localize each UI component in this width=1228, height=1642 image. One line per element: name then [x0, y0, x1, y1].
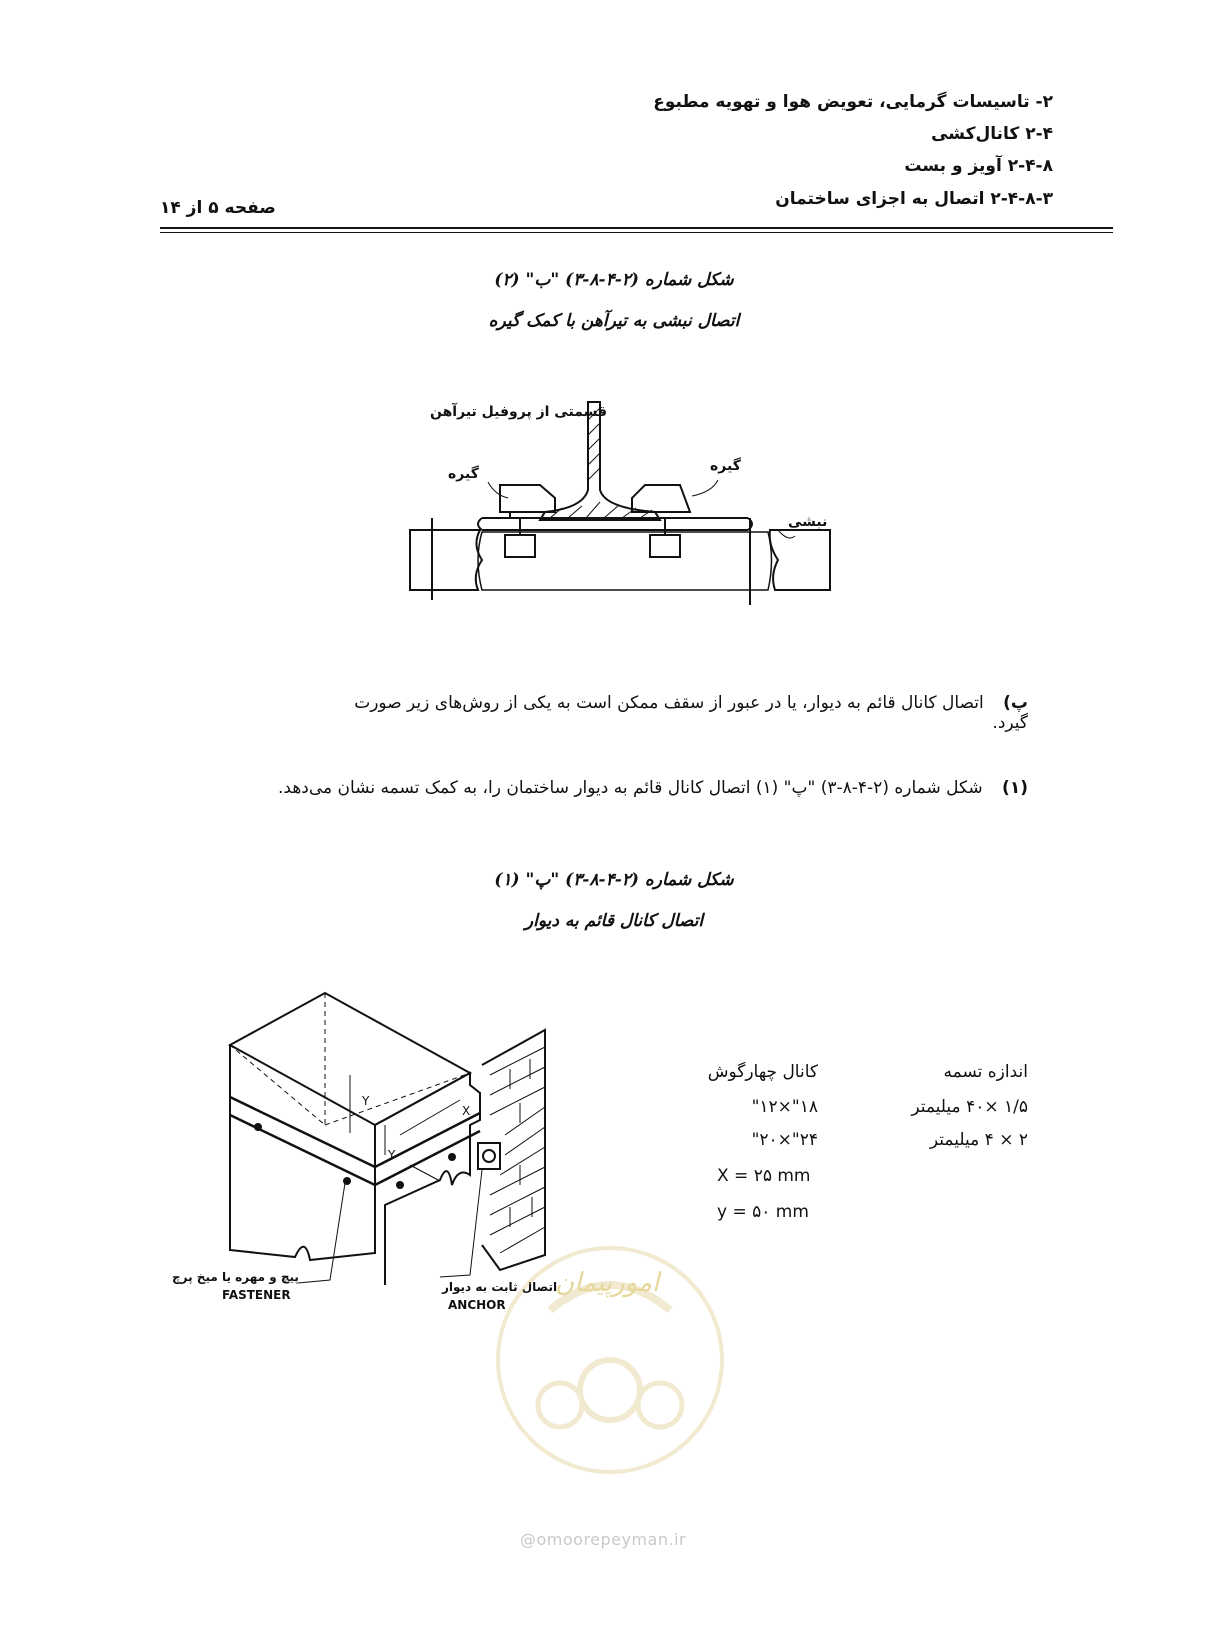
dim-y-lower: Y — [388, 1148, 396, 1162]
label-beam-profile: قسمتی از پروفیل تیرآهن — [430, 404, 607, 420]
label-anchor-fa: اتصال ثابت به دیوار — [442, 1280, 558, 1294]
bolt-right — [650, 535, 680, 557]
figure1-caption: اتصال نبشی به تیرآهن با کمک گیره — [488, 311, 740, 331]
table-header-strap: اندازه تسمه — [943, 1062, 1028, 1082]
paragraph-1-text: شکل شماره (۲-۴-۸-۳) "پ" (۱) اتصال کانال قائم به دیوار ساختمان را، به کمک تسمه نشان می‌دهد. — [278, 778, 983, 798]
label-angle: نبشی — [788, 514, 828, 530]
label-clamp-left: گیره — [448, 466, 479, 482]
table-row1-strap: ۱/۵ ×۴۰ میلیمتر — [911, 1097, 1028, 1117]
bolt-left — [505, 535, 535, 557]
table-y-value: y = ۵۰ mm — [717, 1202, 809, 1222]
table-header-duct: کانال چهارگوش — [707, 1062, 818, 1082]
table-x-value: X = ۲۵ mm — [717, 1166, 811, 1186]
dim-y-upper: Y — [362, 1094, 370, 1108]
figure2-caption: اتصال کانال قائم به دیوار — [524, 911, 704, 931]
header-subsubsection-title: ۲-۴-۸ آویز و بست — [904, 156, 1053, 176]
watermark-site: @omoorepeyman.ir — [520, 1530, 687, 1549]
paragraph-1 — [268, 778, 1028, 798]
duct-right — [770, 530, 830, 590]
table-row1-duct: ۱۸"×۱۲" — [751, 1097, 818, 1117]
header-topic-title: ۲-۴-۸-۳ اتصال به اجزای ساختمان — [775, 189, 1053, 209]
figure2-title: شکل شماره (۲-۴-۸-۳) "پ" (۱) — [494, 870, 734, 890]
table-row2-strap: ۲ × ۴ میلیمتر — [929, 1130, 1028, 1150]
duct-left — [410, 530, 482, 590]
table-row2-duct: ۲۴"×۲۰" — [751, 1130, 818, 1150]
clamp-right — [632, 485, 690, 512]
label-fastener-fa: پیچ و مهره یا میخ پرچ — [172, 1270, 299, 1284]
header-rule-thin — [160, 232, 1113, 233]
dim-x: X — [462, 1104, 471, 1118]
label-fastener-en: FASTENER — [222, 1288, 291, 1302]
paragraph-p-text: اتصال کانال قائم به دیوار، یا در عبور از سقف ممکن است به یکی از روش‌های زیر صورت گیرد. — [354, 693, 1028, 733]
anchor-bolt — [483, 1150, 495, 1162]
figure1-drawing — [400, 390, 840, 640]
header-rule — [160, 227, 1113, 229]
paragraph-p-marker: پ) — [1003, 693, 1028, 713]
clamp-left — [500, 485, 555, 512]
paragraph-1-marker: (۱) — [1002, 778, 1028, 798]
duct-front — [230, 1045, 375, 1260]
paragraph-p — [328, 693, 1028, 733]
label-anchor-en: ANCHOR — [448, 1298, 506, 1312]
at-icon: @ — [520, 1530, 537, 1549]
header-section-title: ۲- تاسیسات گرمایی، تعویض هوا و تهویه مطبوع — [653, 92, 1053, 112]
anchor-bracket — [478, 1143, 500, 1169]
header-subsection-title: ۲-۴ کانال‌کشی — [931, 124, 1053, 144]
page-number: صفحه ۵ از ۱۴ — [160, 198, 276, 218]
watermark-logo-text: امورپیمان — [555, 1268, 660, 1298]
label-clamp-right: گیره — [710, 458, 741, 474]
figure1-title: شکل شماره (۲-۴-۸-۳) "ب" (۲) — [494, 270, 734, 290]
